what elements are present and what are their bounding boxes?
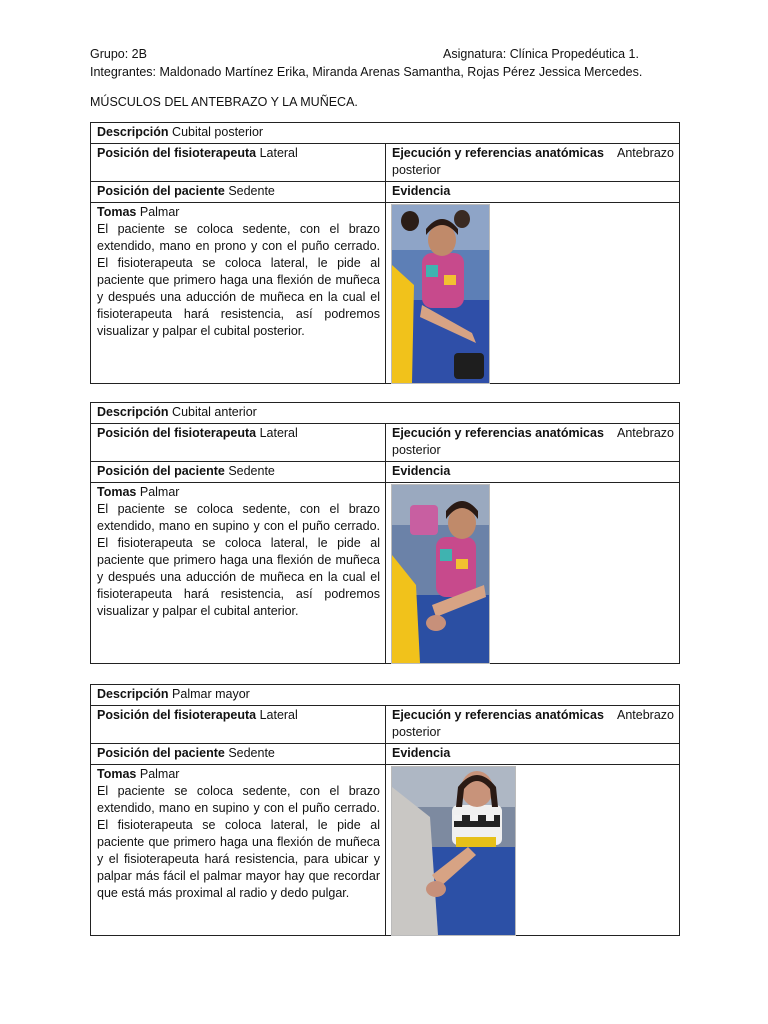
ejecucion-cell: Ejecución y referencias anatómicas Antebrazo posterior <box>392 426 674 457</box>
posicion-fisioterapeuta-cell: Posición del fisioterapeuta Lateral <box>91 424 386 461</box>
procedure-text: El paciente se coloca sedente, con el brazo extendido, mano en supino y con el puño cerrado. El fisioterapeuta se coloca lateral, le pide al paciente que primero haga una flexión de muñeca y el fisioterapeuta hará resistencia, para ubicar y palpar más fácil el palmar mayor hay que recordar que está más proximal al radio y dedo pulgar. <box>97 784 380 900</box>
descripcion-row: Descripción Palmar mayor <box>97 687 250 701</box>
evidence-photo-cell <box>386 483 679 663</box>
ejecucion-cell: Ejecución y referencias anatómicas Antebrazo posterior <box>392 146 674 177</box>
evidencia-label: Evidencia <box>392 464 451 478</box>
evidencia-label: Evidencia <box>392 184 451 198</box>
evidence-photo <box>391 484 490 664</box>
posicion-paciente-cell: Posición del paciente Sedente <box>91 182 386 202</box>
procedure-text: El paciente se coloca sedente, con el brazo extendido, mano en prono y con el puño cerrado. El fisioterapeuta se coloca lateral, le pide al paciente que primero haga una flexión de muñeca y después una aducción de muñeca en la cual el fisioterapeuta hará resistencia, así podremos visualizar y palpar el cubital posterior. <box>97 222 380 338</box>
ejecucion-cell: Ejecución y referencias anatómicas Antebrazo posterior <box>392 708 674 739</box>
section-title: MÚSCULOS DEL ANTEBRAZO Y LA MUÑECA. <box>90 95 358 109</box>
evidence-photo-cell <box>386 765 679 935</box>
evidence-photo <box>391 766 516 936</box>
asignatura-label: Asignatura: Clínica Propedéutica 1. <box>443 47 639 61</box>
exercise-card-cubital-posterior <box>90 122 680 384</box>
procedure-text: El paciente se coloca sedente, con el brazo extendido, mano en supino y con el puño cerrado. El fisioterapeuta se coloca lateral, le pide al paciente que primero haga una flexión de muñeca y después una aducción de muñeca en la cual el fisioterapeuta hará resistencia, así podremos visualizar y palpar el cubital anterior. <box>97 502 380 618</box>
tomas-cell: Tomas Palmar El paciente se coloca sedente, con el brazo extendido, mano en supino y con el puño cerrado. El fisioterapeuta se coloca lateral, le pide al paciente que primero haga una flexión de muñeca y el fisioterapeuta hará resistencia, para ubicar y palpar más fácil el palmar mayor hay que recordar que está más proximal al radio y dedo pulgar. <box>91 765 386 935</box>
tomas-cell: Tomas Palmar El paciente se coloca sedente, con el brazo extendido, mano en supino y con el puño cerrado. El fisioterapeuta se coloca lateral, le pide al paciente que primero haga una flexión de muñeca y después una aducción de muñeca en la cual el fisioterapeuta hará resistencia, así podremos visualizar y palpar el cubital anterior. <box>91 483 386 663</box>
posicion-fisioterapeuta-cell: Posición del fisioterapeuta Lateral <box>91 144 386 181</box>
descripcion-row: Descripción Cubital posterior <box>97 125 264 139</box>
evidence-photo <box>391 204 490 384</box>
descripcion-row: Descripción Cubital anterior <box>97 405 257 419</box>
exercise-card-cubital-anterior <box>90 402 680 664</box>
posicion-fisioterapeuta-cell: Posición del fisioterapeuta Lateral <box>91 706 386 743</box>
evidencia-label: Evidencia <box>392 746 451 760</box>
exercise-card-palmar-mayor <box>90 684 680 936</box>
evidence-photo-cell <box>386 203 679 383</box>
tomas-cell: Tomas Palmar El paciente se coloca sedente, con el brazo extendido, mano en prono y con el puño cerrado. El fisioterapeuta se coloca lateral, le pide al paciente que primero haga una flexión de muñeca y después una aducción de muñeca en la cual el fisioterapeuta hará resistencia, así podremos visualizar y palpar el cubital posterior. <box>91 203 386 383</box>
integrantes-label: Integrantes: Maldonado Martínez Erika, Miranda Arenas Samantha, Rojas Pérez Jessica Mercedes. <box>90 65 643 79</box>
posicion-paciente-cell: Posición del paciente Sedente <box>91 744 386 764</box>
grupo-label: Grupo: 2B <box>90 47 147 61</box>
posicion-paciente-cell: Posición del paciente Sedente <box>91 462 386 482</box>
